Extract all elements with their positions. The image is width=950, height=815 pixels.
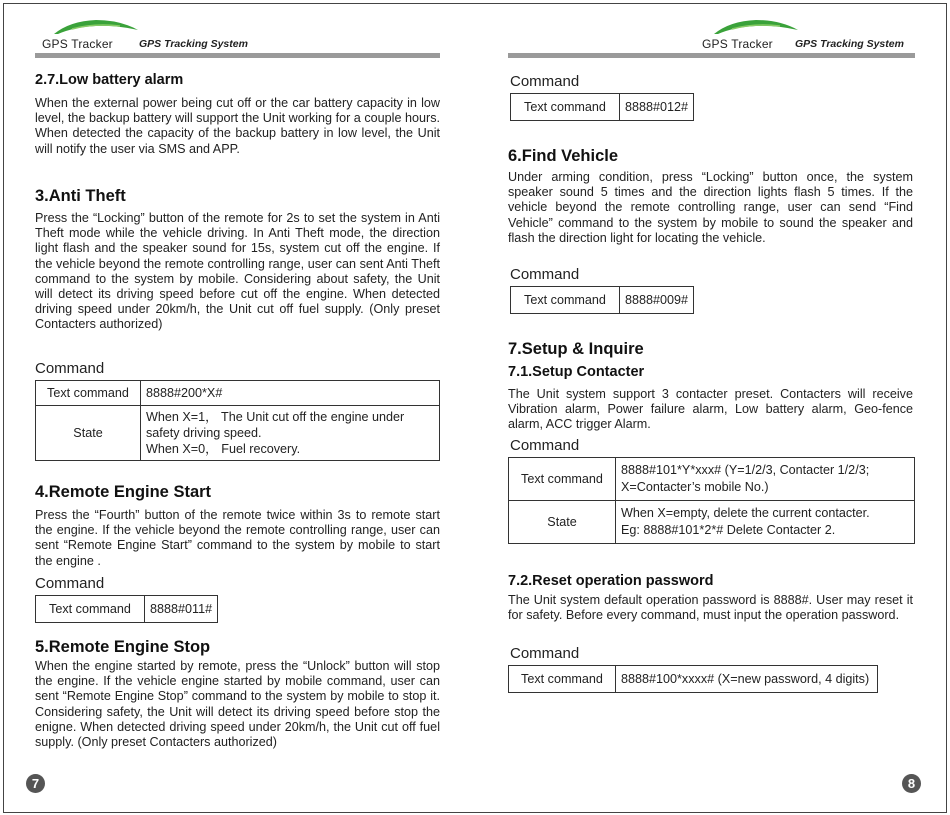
state-line: When X=0， Fuel recovery. [146,442,301,456]
section-body: When the external power being cut off or the car battery capacity in low level, the backup battery will support the Unit working for a couple hours. When detected the capacity of the backup battery in low level, the Unit will notify the user via SMS and APP. [35,96,440,156]
section-body: Press the “Fourth” button of the remote twice within 3s to remote start the engine. If the vehicle beyond the remote controlling range, user can sent “Remote Engine Start” command to the system by mobile to start the engine . [35,508,440,568]
command-table [35,595,218,623]
text-command-value [616,458,915,501]
section-title: 7.1.Setup Contacter [508,364,645,380]
text-command-label: Text command [511,287,620,314]
state-line: When X=empty, delete the current contacter. [621,506,870,520]
text-command-value: 8888#012# [620,94,694,121]
command-table [510,286,694,314]
state-line: When X=1， The Unit cut off the engine under safety driving speed. [146,410,405,440]
page-number: 7 [26,774,45,793]
state-label: State [36,406,141,461]
car-logo-icon [50,18,142,36]
gps-tracker-logo [692,18,802,52]
command-line: 8888#101*Y*xxx# (Y=1/2/3, Contacter 1/2/3; [621,463,870,477]
left-page [0,0,470,815]
state-line: Eg: 8888#101*2*# Delete Contacter 2. [621,523,836,537]
right-page [475,0,945,815]
command-line: X=Contacter’s mobile No.) [621,480,769,494]
command-label: Command [510,437,580,454]
text-command-label: Text command [509,666,616,693]
logo-text: GPS Tracker [702,37,773,51]
text-command-label: Text command [36,596,145,623]
section-body: Under arming condition, press “Locking” button once, the system speaker sound 5 times and the direction lights flash 5 times. If the vehicle beyond the remote controlling range, user can send “Find Vehicle” command to the system by mobile to sound the speaker and flash the direction light for locating the vehicle. [508,170,913,245]
section-title: 4.Remote Engine Start [35,483,212,501]
section-title: 6.Find Vehicle [508,147,619,165]
command-table [510,93,694,121]
state-description [141,406,440,461]
section-body: The Unit system default operation password is 8888#. User may reset it for safety. Before every command, must input the operation password. [508,593,913,623]
logo-text: GPS Tracker [42,37,113,51]
command-label: Command [35,575,105,592]
text-command-label: Text command [36,381,141,406]
section-body: The Unit system support 3 contacter preset. Contacters will receive Vibration alarm, Power failure alarm, Low battery alarm, Geo-fence alarm, ACC trigger Alarm. [508,387,913,432]
header-tagline: GPS Tracking System [139,38,248,50]
section-title: 3.Anti Theft [35,187,126,205]
command-label: Command [510,73,580,90]
text-command-value: 8888#009# [620,287,694,314]
command-label: Command [510,645,580,662]
section-title: 5.Remote Engine Stop [35,638,211,656]
state-label: State [509,501,616,544]
header-tagline: GPS Tracking System [795,38,904,50]
gps-tracker-logo [32,18,142,52]
section-title: 7.2.Reset operation password [508,573,714,589]
header-rule [508,53,915,58]
text-command-value: 8888#100*xxxx# (X=new password, 4 digits) [616,666,878,693]
header-rule [35,53,440,58]
command-table [35,380,440,461]
text-command-label: Text command [509,458,616,501]
text-command-value: 8888#200*X# [141,381,440,406]
section-title: 7.Setup & Inquire [508,340,644,358]
command-label: Command [510,266,580,283]
state-description [616,501,915,544]
command-label: Command [35,360,105,377]
section-body: When the engine started by remote, press the “Unlock” button will stop the engine. If the vehicle engine started by mobile command, user can sent “Remote Engine Stop” command to the system by mobile to stop it. Considering safety, the Unit will detect its driving speed before stop the enigne. When detected driving speed under 20km/h, the Unit cut off fuel supply. (Only preset Contacters authorized) [35,659,440,750]
section-title: 2.7.Low battery alarm [35,72,184,88]
command-table [508,665,878,693]
text-command-label: Text command [511,94,620,121]
car-logo-icon [710,18,802,36]
section-body: Press the “Locking” button of the remote for 2s to set the system in Anti Theft mode while the vehicle driving. In Anti Theft mode, the direction light flash and the speaker sound for 15s, system cut off the engine. If the vehicle beyond the remote controlling range, user can sent Anti Theft command to the system by mobile. Considering about safety, the Unit will detect its driving speed before cut off the engine. When detected driving speed under 20km/h, the Unit cut off fuel supply. (Only preset Contacters authorized) [35,211,440,332]
page-number: 8 [902,774,921,793]
command-table [508,457,915,544]
text-command-value: 8888#011# [145,596,218,623]
